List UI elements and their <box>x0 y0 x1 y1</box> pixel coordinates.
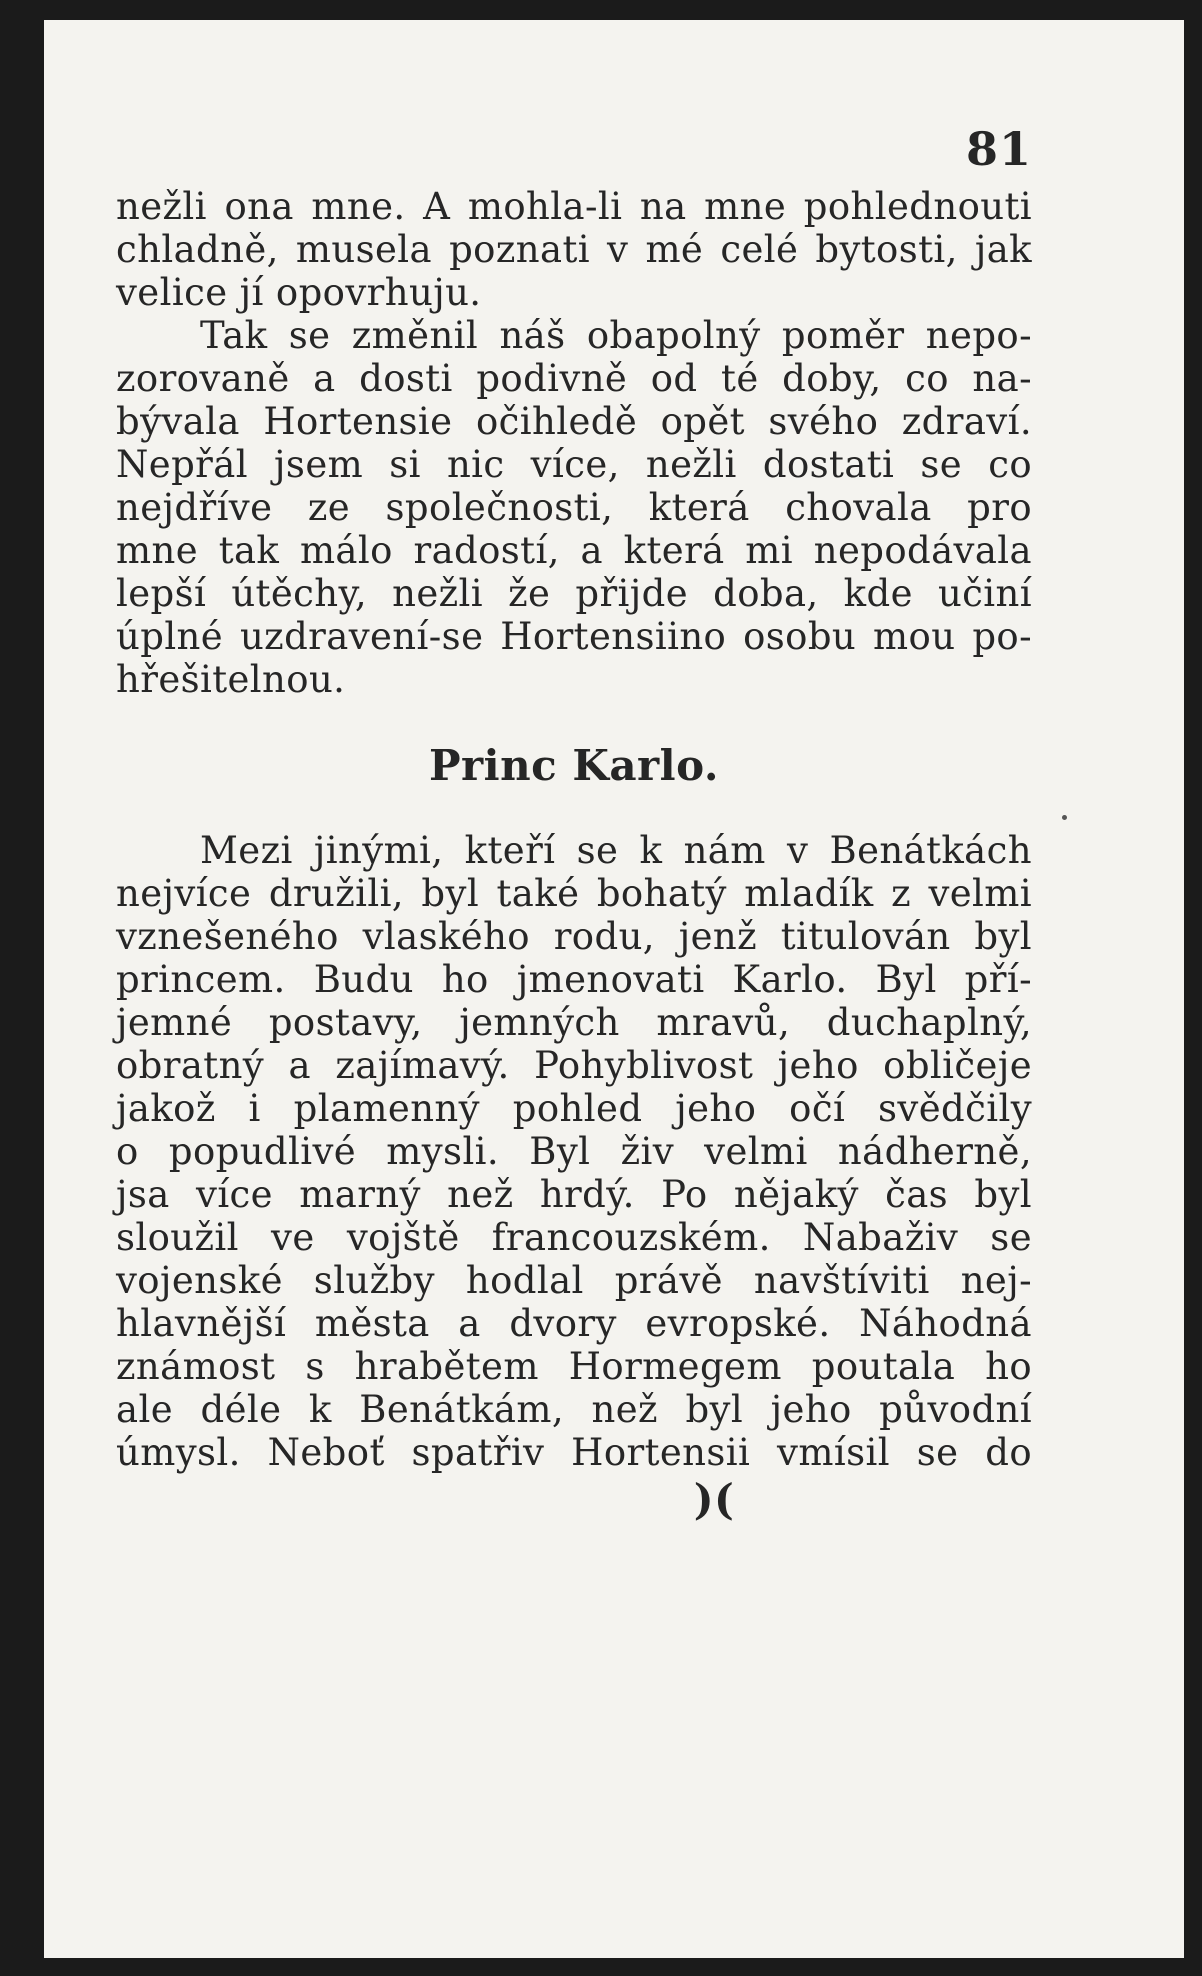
text-line: o popudlivé mysli. Byl živ velmi nádherně, <box>116 1130 1032 1173</box>
text-line: známost s hrabětem Hormegem poutala ho <box>116 1345 1032 1388</box>
text-line: Mezi jinými, kteří se k nám v Benátkách <box>200 829 1032 872</box>
text-line: velice jí opovrhuju. <box>116 271 482 314</box>
text-line: hřešitelnou. <box>116 658 346 701</box>
text-line: Tak se změnil náš obapolný poměr nepo- <box>200 314 1032 357</box>
page-number: 81 <box>965 122 1032 176</box>
text-line: mne tak málo radostí, a která mi nepodávala <box>116 529 1032 572</box>
text-line: jsa více marný než hrdý. Po nějaký čas byl <box>116 1173 1032 1216</box>
text-line: nejdříve ze společnosti, která chovala pro <box>116 486 1032 529</box>
text-line: chladně, musela poznati v mé celé bytosti, jak <box>116 228 1032 271</box>
signature-mark: )( <box>693 1475 735 1524</box>
section-heading: Princ Karlo. <box>428 741 720 790</box>
text-line: obratný a zajímavý. Pohyblivost jeho obličeje <box>116 1044 1032 1087</box>
dust-speck <box>1062 815 1067 820</box>
text-line: vznešeného vlaského rodu, jenž titulován byl <box>116 915 1032 958</box>
text-line: lepší útěchy, nežli že přijde doba, kde učiní <box>116 572 1032 615</box>
text-line: Nepřál jsem si nic více, nežli dostati se co <box>116 443 1032 486</box>
book-page <box>44 20 1184 1958</box>
text-line: úmysl. Neboť spatřiv Hortensii vmísil se do <box>116 1431 1032 1474</box>
text-line: úplné uzdravení-se Hortensiino osobu mou po- <box>116 615 1032 658</box>
text-line: zorovaně a dosti podivně od té doby, co na- <box>116 357 1032 400</box>
text-line: bývala Hortensie očihledě opět svého zdraví. <box>116 400 1032 443</box>
text-line: jemné postavy, jemných mravů, duchaplný, <box>116 1001 1032 1044</box>
text-line: ale déle k Benátkám, než byl jeho původní <box>116 1388 1032 1431</box>
text-line: hlavnější města a dvory evropské. Náhodná <box>116 1302 1032 1345</box>
text-line: jakož i plamenný pohled jeho očí svědčily <box>116 1087 1032 1130</box>
text-line: vojenské služby hodlal právě navštíviti nej- <box>116 1259 1032 1302</box>
text-line: nejvíce družili, byl také bohatý mladík z velmi <box>116 872 1032 915</box>
text-line: princem. Budu ho jmenovati Karlo. Byl pří- <box>116 958 1032 1001</box>
text-line: sloužil ve vojště francouzském. Nabaživ se <box>116 1216 1032 1259</box>
text-line: nežli ona mne. A mohla-li na mne pohlednouti <box>116 185 1032 228</box>
